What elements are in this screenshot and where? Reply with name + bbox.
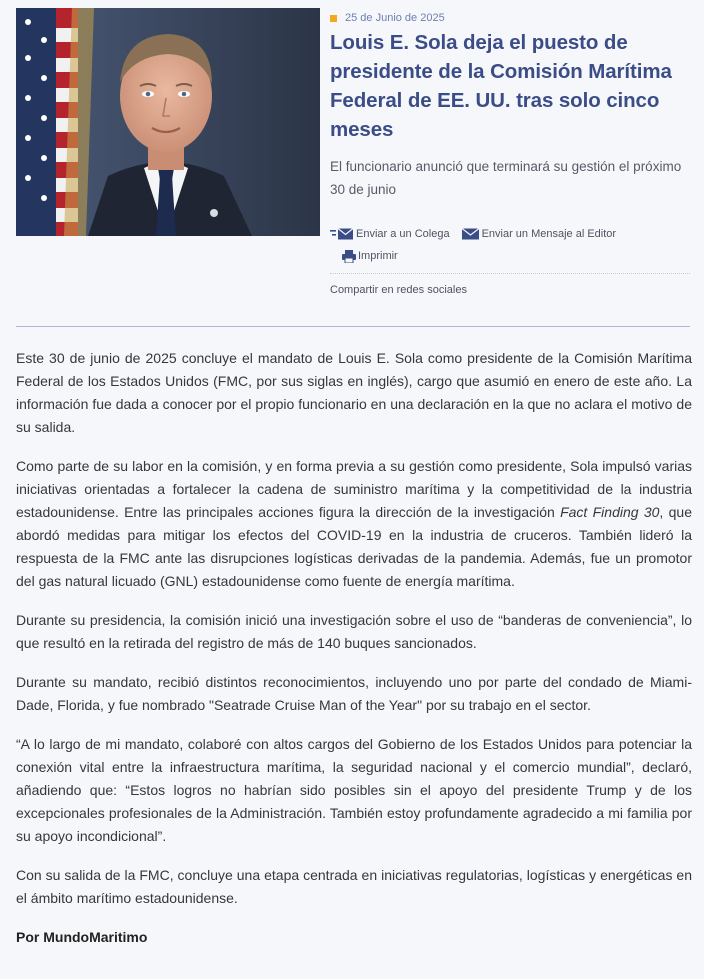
send-colleague-label: Enviar a un Colega — [356, 228, 450, 240]
send-editor-label: Enviar un Mensaje al Editor — [481, 228, 617, 240]
article-paragraph: Durante su presidencia, la comisión inició una investigación sobre el uso de “banderas de conveniencia”, lo que resultó en la retirada del registro de más de 140 buques sancionados. — [16, 612, 692, 651]
printer-icon — [342, 249, 358, 263]
print-label: Imprimir — [358, 250, 398, 262]
article-photo — [16, 8, 320, 236]
article-title: Louis E. Sola deja el puesto de presidente de la Comisión Marítima Federal de EE. UU. tras solo cinco meses — [330, 31, 672, 141]
article-paragraph: Con su salida de la FMC, concluye una etapa centrada en iniciativas regulatorias, logísticas y energéticas en el ámbito marítimo estadounidense. — [16, 867, 692, 906]
article-subtitle: El funcionario anunció que terminará su gestión el próximo 30 de junio — [330, 159, 682, 197]
article-actions — [330, 223, 690, 274]
article-date: 25 de Junio de 2025 — [345, 12, 445, 24]
header-divider — [16, 326, 690, 327]
print-link[interactable] — [342, 249, 398, 263]
email-forward-icon — [330, 227, 356, 241]
date-row — [330, 8, 690, 28]
article-header — [330, 8, 690, 296]
send-editor-link[interactable] — [462, 227, 617, 241]
article-paragraph: Como parte de su labor en la comisión, y en forma previa a su gestión como presidente, Sola impulsó varias iniciativas orientadas a fortalecer la cadena de suministro marítima y la competitividad de la industria estadounidense. Entre las principales acciones figura la dirección de la investigación Fact Finding 30, que abordó medidas para mitigar los efectos del COVID-19 en la industria de cruceros. También lideró la respuesta de la FMC ante las disrupciones logísticas derivadas de la pandemia. Además, fue un promotor del gas natural licuado (GNL) estadounidense como fuente de energía marítima. — [16, 458, 692, 589]
send-colleague-link[interactable] — [330, 227, 450, 241]
share-social-link[interactable]: Compartir en redes sociales — [330, 284, 467, 296]
article-byline: Por MundoMaritimo — [16, 929, 148, 945]
article-paragraph: “A lo largo de mi mandato, colaboré con altos cargos del Gobierno de los Estados Unidos para potenciar la conexión vital entre la infraestructura marítima, la seguridad nacional y el comercio mundial”, declaró, añadiendo que: “Estos logros no habrían sido posibles sin el apoyo del presidente Trump y de los excepcionales profesionales de la Administración. También estoy profundamente agradecido a mi familia por su apoyo incondicional”. — [16, 736, 692, 844]
flag-graphic — [16, 8, 94, 236]
article-body — [16, 347, 692, 965]
portrait-illustration — [16, 8, 320, 236]
article-paragraph: Durante su mandato, recibió distintos reconocimientos, incluyendo uno por parte del condado de Miami-Dade, Florida, y fue nombrado "Seatrade Cruise Man of the Year" por su trabajo en el sector. — [16, 674, 692, 713]
italic-title: Fact Finding 30 — [560, 504, 660, 520]
date-marker-icon — [330, 15, 337, 22]
article-paragraph: Este 30 de junio de 2025 concluye el mandato de Louis E. Sola como presidente de la Comisión Marítima Federal de los Estados Unidos (FMC, por sus siglas en inglés), cargo que asumió en enero de este año. La información fue dada a conocer por el propio funcionario en una declaración en la que no aclara el motivo de su salida. — [16, 350, 692, 435]
email-icon — [462, 227, 482, 241]
